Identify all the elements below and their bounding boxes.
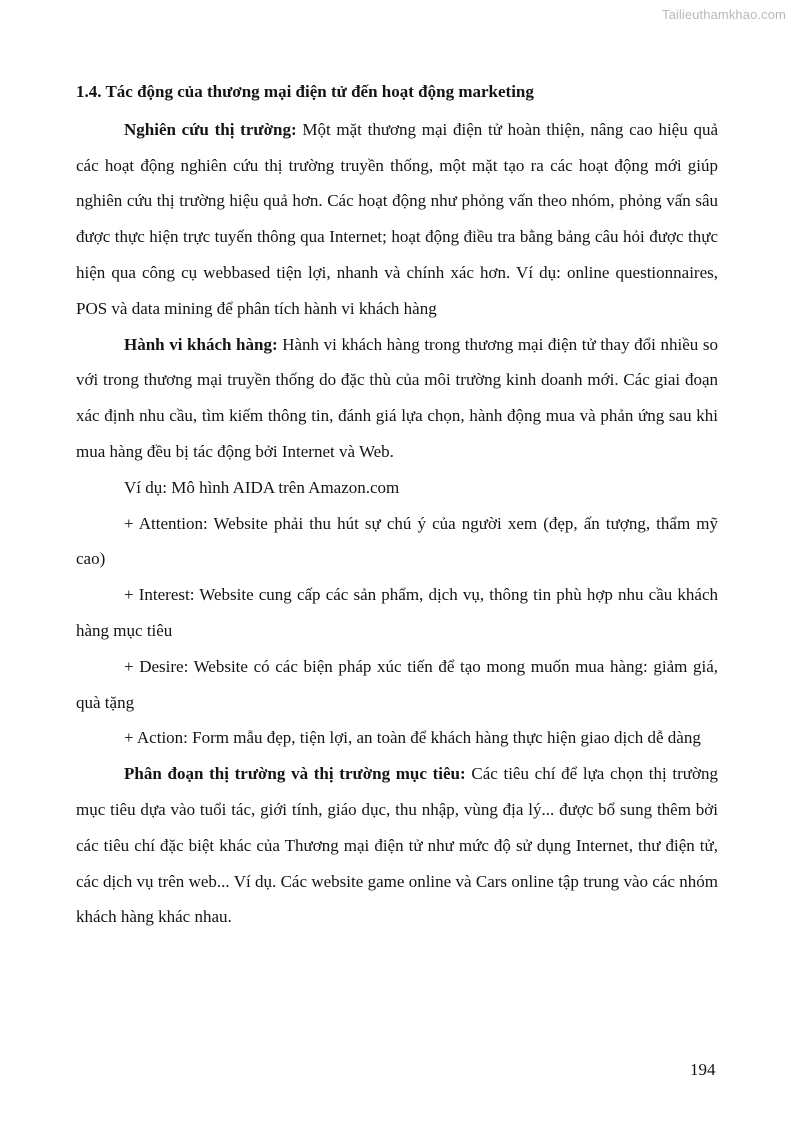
watermark: Tailieuthamkhao.com (661, 7, 786, 22)
paragraph-action: + Action: Form mẫu đẹp, tiện lợi, an toàn để khách hàng thực hiện giao dịch dễ dàng (124, 728, 701, 748)
text-market-research: Một mặt thương mại điện tử hoàn thiện, nâng cao hiệu quả các hoạt động nghiên cứu thị trường truyền thống, một mặt tạo ra các hoạt động mới giúp nghiên cứu thị trường hiệu quả hơn. Các hoạt động như phỏng vấn theo nhóm, phỏng vấn sâu được thực hiện trực tuyến thông qua Internet; hoạt động điều tra bằng bảng câu hỏi được thực hiện qua công cụ webbased tiện lợi, nhanh và chính xác hơn. Ví dụ: online questionnaires, POS và data mining để phân tích hành vi khách hàng (76, 119, 718, 318)
paragraph-segmentation (76, 756, 718, 935)
paragraph-interest: + Interest: Website cung cấp các sản phẩm, dịch vụ, thông tin phù hợp nhu cầu khách hàng mục tiêu (76, 585, 718, 640)
lead-market-research: Nghiên cứu thị trường: (124, 119, 297, 139)
section-heading: 1.4. Tác động của thương mại điện tử đến hoạt động marketing (76, 82, 534, 101)
lead-customer-behavior: Hành vi khách hàng: (124, 334, 278, 354)
text-segmentation: Các tiêu chí để lựa chọn thị trường mục tiêu dựa vào tuổi tác, giới tính, giáo dục, thu nhập, vùng địa lý... được bổ sung thêm bởi các tiêu chí đặc biệt khác của Thương mại điện tử như mức độ sử dụng Internet, thư điện tử, các dịch vụ trên web... Ví dụ. Các website game online và Cars online tập trung vào các nhóm khách hàng khác nhau. (76, 764, 718, 927)
text-customer-behavior: Hành vi khách hàng trong thương mại điện tử thay đổi nhiều so với trong thương mại truyền thống do đặc thù của môi trường kinh doanh mới. Các giai đoạn xác định nhu cầu, tìm kiếm thông tin, đánh giá lựa chọn, hành động mua và phản ứng sau khi mua hàng đều bị tác động bởi Internet và Web. (76, 334, 718, 461)
paragraph-market-research (76, 112, 718, 327)
lead-segmentation: Phân đoạn thị trường và thị trường mục tiêu: (124, 764, 466, 784)
page-number: 194 (690, 1060, 716, 1079)
paragraph-customer-behavior (76, 327, 718, 470)
paragraph-aida-example: Ví dụ: Mô hình AIDA trên Amazon.com (124, 477, 400, 497)
document-body (76, 74, 718, 935)
paragraph-attention: + Attention: Website phải thu hút sự chú ý của người xem (đẹp, ấn tượng, thẩm mỹ cao) (76, 513, 718, 569)
paragraph-desire: + Desire: Website có các biện pháp xúc tiến để tạo mong muốn mua hàng: giảm giá, quà tặng (76, 656, 718, 712)
